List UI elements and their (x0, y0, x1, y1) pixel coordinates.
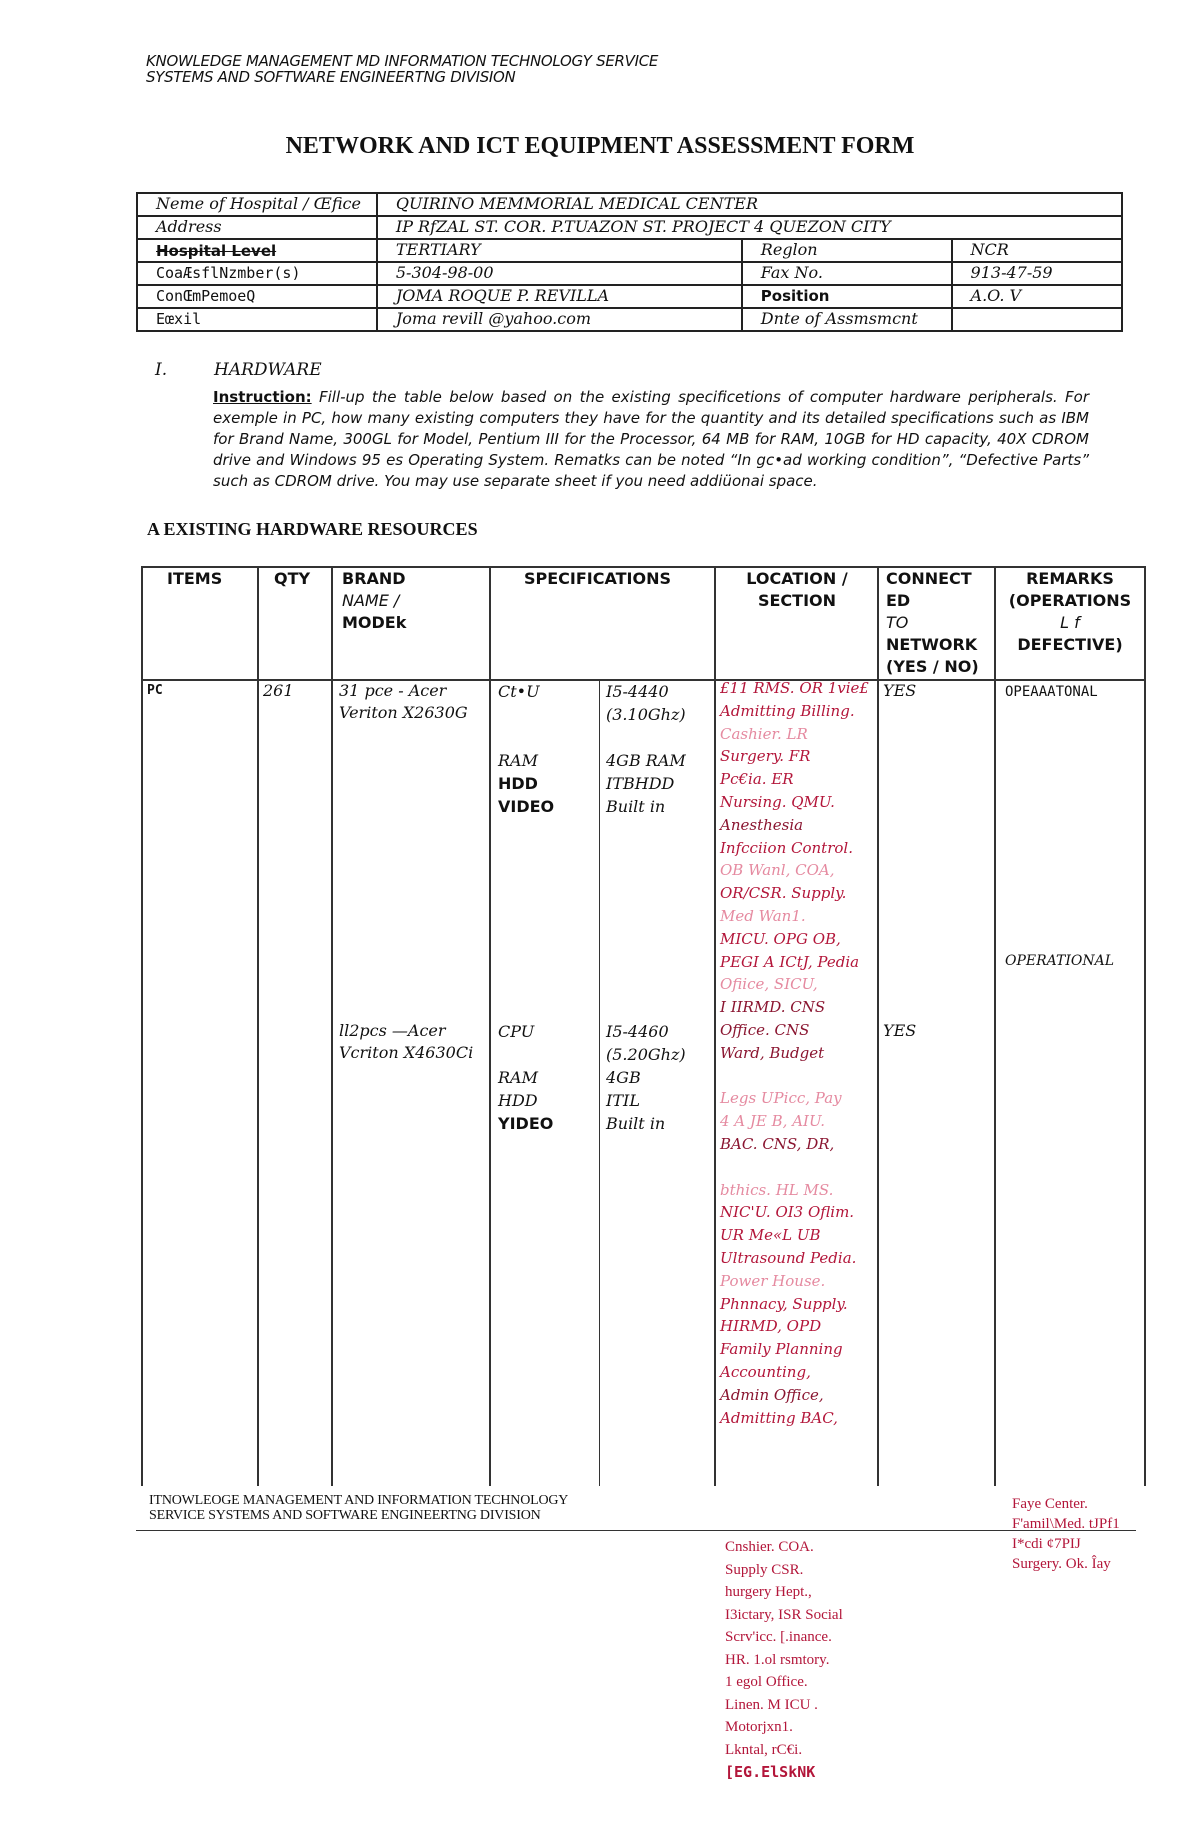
contact-person-label: ConŒmPemoeQ (137, 285, 377, 308)
footer-location-item: Faye Center. (1012, 1496, 1088, 1512)
item-name: PC (147, 683, 163, 698)
remark-b: OPERATIONAL (1005, 953, 1115, 969)
email-label: Eœxil (137, 308, 377, 331)
assessment-date-value (952, 308, 1122, 331)
spec-row (498, 1112, 708, 1135)
location-item: Family Planning (720, 1340, 843, 1359)
header-line-2: SYSTEMS AND SOFTWARE ENGINEERTNG DIVISION (146, 68, 516, 86)
location-item: 4 A JE B, AIU. (720, 1112, 825, 1131)
overflow-location-item: HR. 1.ol rsmtory. (725, 1651, 830, 1668)
spec-value: (5.20Ghz) (606, 1045, 686, 1064)
col-header-remarks: REMARKS (OPERATIONS L f DEFECTIVE) (1008, 569, 1132, 654)
overflow-location-item: Motorjxn1. (725, 1719, 793, 1735)
table-border (331, 566, 333, 1486)
location-item: Accounting, (720, 1362, 811, 1381)
location-item: Nursing. QMU. (720, 792, 835, 811)
location-item: NIC'U. OI3 Oflim. (720, 1203, 855, 1222)
location-item (720, 1156, 870, 1179)
spec-key: YIDEO (498, 1114, 554, 1133)
table-border (1144, 566, 1146, 1486)
location-list (720, 677, 870, 1429)
spec-key: RAM (498, 1068, 538, 1087)
spec-value: Built in (606, 797, 666, 816)
footer-location-item: I*cdi ¢7PIJ (1012, 1536, 1081, 1552)
location-item: Pc€ia. ER (720, 770, 794, 789)
location-item: Cashier. LR (720, 724, 808, 743)
fax-value: 913-47-59 (952, 262, 1122, 285)
spec-row (498, 726, 708, 749)
location-item: HIRMD, OPD (720, 1317, 822, 1336)
overflow-location-item: Linen. M ICU . (725, 1696, 818, 1713)
col-header-location: LOCATION / SECTION (746, 569, 848, 610)
location-item: I IIRMD. CNS (720, 998, 826, 1017)
location-item: Phnnacy, Supply. (720, 1294, 848, 1313)
item-qty: 261 (263, 681, 294, 700)
document-header (146, 53, 658, 85)
location-item: Admin Office, (720, 1385, 824, 1404)
spec-value: (3.10Ghz) (606, 705, 686, 724)
spec-value: I5-4460 (606, 1022, 669, 1041)
location-item: Anesthesia (720, 815, 804, 834)
location-item: OB Wanl, COA, (720, 861, 835, 880)
spec-key: HDD (498, 1091, 538, 1110)
location-item (720, 1065, 870, 1088)
spec-row (498, 1020, 708, 1043)
subsection-title: A EXISTING HARDWARE RESOURCES (147, 519, 478, 539)
position-label: Position (742, 285, 952, 308)
spec-row (498, 1043, 708, 1066)
spec-key (498, 703, 606, 726)
hospital-label: Neme of Hospital / Œfice (137, 193, 377, 216)
footer-location-item: F'amil\Med. tJPf1 (1012, 1516, 1120, 1532)
spec-value: 4GB (606, 1068, 641, 1087)
location-item: £11 RMS. OR 1vie£ (720, 679, 869, 697)
header-line-1: KNOWLEDGE MANAGEMENT MD INFORMATION TECHNOLOGY SERVICE (146, 52, 659, 70)
overflow-location-item: Supply CSR. (725, 1561, 804, 1578)
col-header-qty: QTY (274, 569, 311, 588)
instruction-text: Fill-up the table below based on the existing specificetions of computer hardware peripherals. For exemple in PC, how many existing computers they have for the quantity and its detailed specifications such as IBM for Brand Name, 300GL for Model, Pentium III for the Processor, 64 MB for RAM, 10GB for HD capacity, 40X CDROM drive and Windows 95 es Operating System. Rematks can be noted “In gc•ad working condition”, “Defective Parts” such as CDROM drive. You may use separate sheet if you need addiüonai space. (213, 388, 1089, 490)
location-item: BAC. CNS, DR, (720, 1134, 835, 1153)
location-item: Ofiice, SICU, (720, 975, 818, 994)
location-item: bthics. HL MS. (720, 1180, 834, 1199)
hospital-info-table (136, 192, 1123, 332)
fax-label: Fax No. (742, 262, 952, 285)
spec-key: CPU (498, 1022, 535, 1041)
overflow-location-item: hurgery Hept., (725, 1584, 812, 1600)
specifications-a (498, 680, 708, 818)
section-number: I. (155, 360, 168, 380)
overflow-location-item: Scrv'icc. [.inance. (725, 1629, 832, 1645)
level-value: TERTIARY (377, 239, 742, 262)
col-header-specifications: SPECIFICATIONS (524, 569, 672, 588)
instruction-label: Instruction: (213, 388, 312, 406)
brand-model-a: 31 pce - Acer Veriton X2630G (339, 681, 468, 722)
spec-key: HDD (498, 774, 538, 793)
spec-row (498, 680, 708, 703)
remark-a: OPEAAATONAL (1005, 684, 1098, 700)
location-item: OR/CSR. Supply. (720, 884, 847, 903)
location-overflow-list (725, 1536, 843, 1784)
overflow-location-item: Lkntal, rC€i. (725, 1741, 803, 1758)
table-border (257, 566, 259, 1486)
col-header-brand: BRAND NAME / MODEk (342, 569, 407, 632)
contact-person-value: JOMA ROQUE P. REVILLA (377, 285, 742, 308)
location-item: Infcciion Control. (720, 838, 853, 857)
spec-row (498, 772, 708, 795)
spec-value: Built in (606, 1114, 666, 1133)
email-value: Joma revill @yahoo.com (377, 308, 742, 331)
table-border (141, 566, 143, 1486)
spec-key (498, 1043, 606, 1066)
spec-row (498, 1089, 708, 1112)
spec-row (498, 749, 708, 772)
spec-row (498, 703, 708, 726)
footer-location-continuation (1012, 1494, 1120, 1574)
location-item: Office. CNS (720, 1020, 810, 1039)
address-value: IP RfZAL ST. COR. P.TUAZON ST. PROJECT 4 QUEZON CITY (377, 216, 1122, 239)
location-item: Ward, Budget (720, 1043, 825, 1062)
table-border (994, 566, 996, 1486)
spec-value: ITIL (606, 1091, 640, 1110)
col-header-connected: CONNECT ED TO NETWORK (YES / NO) (886, 569, 979, 676)
position-value: A.O. V (952, 285, 1122, 308)
location-item: Power House. (720, 1271, 826, 1290)
assessment-date-label: Dnte of Assmsmcnt (742, 308, 952, 331)
spec-key: RAM (498, 751, 538, 770)
spec-key: VIDEO (498, 797, 555, 816)
footer-line-2: SERVICE SYSTEMS AND SOFTWARE ENGINEERTNG DIVISION (149, 1508, 541, 1523)
location-item: UR Me«L UB (720, 1226, 821, 1245)
spec-value: ITBHDD (606, 774, 675, 793)
location-item: PEGI A ICtJ, Pedia (720, 952, 860, 971)
contact-number-label: CoaÆsflNzmber(s) (137, 262, 377, 285)
brand-model-b: ll2pcs —Acer Vcriton X4630Ci (339, 1021, 474, 1062)
page-footer (149, 1493, 568, 1523)
region-label: Reglon (742, 239, 952, 262)
hardware-table (141, 566, 1146, 1486)
contact-number-value: 5-304-98-00 (377, 262, 742, 285)
location-item: Surgery. FR (720, 747, 811, 766)
location-item: Legs UPicc, Pay (720, 1089, 842, 1108)
overflow-last-item: [EG.ElSkNK (725, 1763, 816, 1781)
location-item: Ultrasound Pedia. (720, 1248, 857, 1267)
table-border (489, 566, 491, 1486)
overflow-location-item: Cnshier. COA. (725, 1539, 814, 1555)
location-item: Med Wan1. (720, 906, 806, 925)
table-border (877, 566, 879, 1486)
spec-value: 4GB RAM (606, 751, 686, 770)
spec-key (498, 726, 606, 749)
page-title: NETWORK AND ICT EQUIPMENT ASSESSMENT FORM (285, 133, 915, 159)
location-item: Admitting BAC, (720, 1408, 838, 1427)
spec-value: I5-4440 (606, 682, 669, 701)
footer-location-item: Surgery. Ok. Îay (1012, 1556, 1111, 1572)
overflow-location-item: I3ictary, ISR Social (725, 1606, 843, 1623)
region-value: NCR (952, 239, 1122, 262)
col-header-items: ITEMS (167, 569, 223, 588)
specifications-b (498, 1020, 708, 1135)
section-title: HARDWARE (214, 360, 322, 380)
instruction-paragraph (213, 387, 1089, 492)
connected-a: YES (883, 681, 917, 700)
level-label: Hospital Level (137, 239, 377, 262)
footer-line-1: ITNOWLEOGE MANAGEMENT AND INFORMATION TECHNOLOGY (149, 1493, 569, 1508)
hospital-value: QUIRINO MEMMORIAL MEDICAL CENTER (377, 193, 1122, 216)
connected-b: YES (883, 1021, 917, 1040)
footer-divider (136, 1530, 1136, 1531)
spec-row (498, 1066, 708, 1089)
address-label: Address (137, 216, 377, 239)
overflow-location-item: 1 egol Office. (725, 1674, 808, 1690)
spec-key: Ct•U (498, 682, 540, 701)
table-border (714, 566, 716, 1486)
location-item: Admitting Billing. (720, 701, 855, 720)
location-item: MICU. OPG OB, (720, 929, 841, 948)
spec-row (498, 795, 708, 818)
